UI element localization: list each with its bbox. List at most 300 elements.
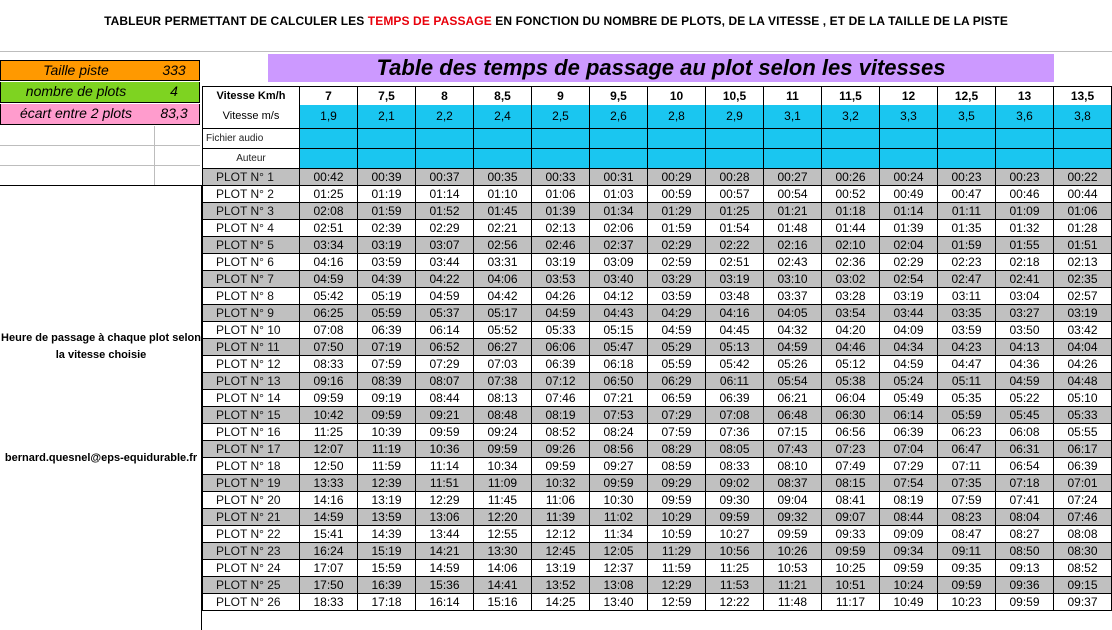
time-cell[interactable]: 11:59	[358, 458, 416, 475]
time-cell[interactable]: 09:59	[416, 424, 474, 441]
time-cell[interactable]: 06:18	[590, 356, 648, 373]
author-cell[interactable]	[1054, 149, 1112, 169]
time-cell[interactable]: 08:19	[532, 407, 590, 424]
time-cell[interactable]: 04:59	[300, 271, 358, 288]
time-cell[interactable]: 08:23	[938, 509, 996, 526]
time-cell[interactable]: 10:59	[648, 526, 706, 543]
time-cell[interactable]: 14:41	[474, 577, 532, 594]
speed-ms-cell[interactable]: 1,9	[300, 105, 358, 129]
time-cell[interactable]: 07:29	[648, 407, 706, 424]
time-cell[interactable]: 12:20	[474, 509, 532, 526]
time-cell[interactable]: 02:29	[416, 220, 474, 237]
time-cell[interactable]: 03:31	[474, 254, 532, 271]
time-cell[interactable]: 03:40	[590, 271, 648, 288]
time-cell[interactable]: 01:54	[706, 220, 764, 237]
time-cell[interactable]: 05:33	[1054, 407, 1112, 424]
author-cell[interactable]	[764, 149, 822, 169]
time-cell[interactable]: 02:36	[822, 254, 880, 271]
time-cell[interactable]: 01:14	[416, 186, 474, 203]
time-cell[interactable]: 04:26	[532, 288, 590, 305]
time-cell[interactable]: 15:16	[474, 594, 532, 611]
time-cell[interactable]: 03:44	[416, 254, 474, 271]
time-cell[interactable]: 07:59	[938, 492, 996, 509]
time-cell[interactable]: 07:23	[822, 441, 880, 458]
speed-kmh-cell[interactable]: 7,5	[358, 87, 416, 105]
time-cell[interactable]: 11:25	[706, 560, 764, 577]
time-cell[interactable]: 15:36	[416, 577, 474, 594]
time-cell[interactable]: 12:22	[706, 594, 764, 611]
time-cell[interactable]: 11:29	[648, 543, 706, 560]
time-cell[interactable]: 07:49	[822, 458, 880, 475]
time-cell[interactable]: 09:02	[706, 475, 764, 492]
time-cell[interactable]: 08:07	[416, 373, 474, 390]
time-cell[interactable]: 05:42	[706, 356, 764, 373]
time-cell[interactable]: 11:45	[474, 492, 532, 509]
time-cell[interactable]: 05:35	[938, 390, 996, 407]
time-cell[interactable]: 06:39	[1054, 458, 1112, 475]
time-cell[interactable]: 08:39	[358, 373, 416, 390]
time-cell[interactable]: 01:35	[938, 220, 996, 237]
time-cell[interactable]: 10:25	[822, 560, 880, 577]
time-cell[interactable]: 07:24	[1054, 492, 1112, 509]
time-cell[interactable]: 04:13	[996, 339, 1054, 356]
speed-ms-cell[interactable]: 3,5	[938, 105, 996, 129]
audio-cell[interactable]	[764, 129, 822, 149]
time-cell[interactable]: 00:42	[300, 169, 358, 186]
speed-ms-cell[interactable]: 2,6	[590, 105, 648, 129]
time-cell[interactable]: 08:52	[1054, 560, 1112, 577]
speed-kmh-cell[interactable]: 11,5	[822, 87, 880, 105]
time-cell[interactable]: 12:07	[300, 441, 358, 458]
audio-cell[interactable]	[706, 129, 764, 149]
time-cell[interactable]: 13:59	[358, 509, 416, 526]
time-cell[interactable]: 03:53	[532, 271, 590, 288]
time-cell[interactable]: 08:29	[648, 441, 706, 458]
time-cell[interactable]: 07:50	[300, 339, 358, 356]
time-cell[interactable]: 14:39	[358, 526, 416, 543]
time-cell[interactable]: 08:44	[416, 390, 474, 407]
time-cell[interactable]: 06:47	[938, 441, 996, 458]
time-cell[interactable]: 07:46	[1054, 509, 1112, 526]
time-cell[interactable]: 08:48	[474, 407, 532, 424]
time-cell[interactable]: 07:41	[996, 492, 1054, 509]
time-cell[interactable]: 05:12	[822, 356, 880, 373]
time-cell[interactable]: 06:21	[764, 390, 822, 407]
author-cell[interactable]	[300, 149, 358, 169]
time-cell[interactable]: 09:13	[996, 560, 1054, 577]
time-cell[interactable]: 01:59	[358, 203, 416, 220]
speed-kmh-cell[interactable]: 13	[996, 87, 1054, 105]
time-cell[interactable]: 09:35	[938, 560, 996, 577]
time-cell[interactable]: 05:26	[764, 356, 822, 373]
time-cell[interactable]: 01:25	[300, 186, 358, 203]
time-cell[interactable]: 09:21	[416, 407, 474, 424]
audio-cell[interactable]	[648, 129, 706, 149]
audio-cell[interactable]	[1054, 129, 1112, 149]
time-cell[interactable]: 09:36	[996, 577, 1054, 594]
time-cell[interactable]: 07:35	[938, 475, 996, 492]
speed-kmh-cell[interactable]: 12	[880, 87, 938, 105]
time-cell[interactable]: 12:55	[474, 526, 532, 543]
time-cell[interactable]: 03:09	[590, 254, 648, 271]
time-cell[interactable]: 17:07	[300, 560, 358, 577]
time-cell[interactable]: 11:48	[764, 594, 822, 611]
time-cell[interactable]: 09:07	[822, 509, 880, 526]
speed-ms-cell[interactable]: 2,9	[706, 105, 764, 129]
time-cell[interactable]: 16:24	[300, 543, 358, 560]
time-cell[interactable]: 01:28	[1054, 220, 1112, 237]
time-cell[interactable]: 15:59	[358, 560, 416, 577]
time-cell[interactable]: 00:39	[358, 169, 416, 186]
param-track-length[interactable]	[0, 60, 200, 81]
audio-cell[interactable]	[474, 129, 532, 149]
time-cell[interactable]: 07:53	[590, 407, 648, 424]
speed-ms-cell[interactable]: 3,6	[996, 105, 1054, 129]
time-cell[interactable]: 03:10	[764, 271, 822, 288]
time-cell[interactable]: 04:59	[764, 339, 822, 356]
time-cell[interactable]: 00:29	[648, 169, 706, 186]
time-cell[interactable]: 10:34	[474, 458, 532, 475]
time-cell[interactable]: 03:04	[996, 288, 1054, 305]
time-cell[interactable]: 10:30	[590, 492, 648, 509]
time-cell[interactable]: 02:29	[880, 254, 938, 271]
time-cell[interactable]: 03:07	[416, 237, 474, 254]
time-cell[interactable]: 09:15	[1054, 577, 1112, 594]
time-cell[interactable]: 12:29	[648, 577, 706, 594]
time-cell[interactable]: 05:17	[474, 305, 532, 322]
time-cell[interactable]: 02:10	[822, 237, 880, 254]
time-cell[interactable]: 02:04	[880, 237, 938, 254]
time-cell[interactable]: 05:33	[532, 322, 590, 339]
time-cell[interactable]: 01:55	[996, 237, 1054, 254]
speed-kmh-cell[interactable]: 12,5	[938, 87, 996, 105]
time-cell[interactable]: 00:35	[474, 169, 532, 186]
time-cell[interactable]: 09:16	[300, 373, 358, 390]
time-cell[interactable]: 01:06	[532, 186, 590, 203]
time-cell[interactable]: 10:36	[416, 441, 474, 458]
time-cell[interactable]: 03:19	[532, 254, 590, 271]
time-cell[interactable]: 07:12	[532, 373, 590, 390]
time-cell[interactable]: 10:56	[706, 543, 764, 560]
time-cell[interactable]: 00:22	[1054, 169, 1112, 186]
time-cell[interactable]: 02:57	[1054, 288, 1112, 305]
time-cell[interactable]: 11:39	[532, 509, 590, 526]
blank-cell-row[interactable]	[0, 146, 200, 166]
time-cell[interactable]: 02:13	[532, 220, 590, 237]
time-cell[interactable]: 14:06	[474, 560, 532, 577]
time-cell[interactable]: 13:40	[590, 594, 648, 611]
time-cell[interactable]: 04:59	[648, 322, 706, 339]
time-cell[interactable]: 07:36	[706, 424, 764, 441]
time-cell[interactable]: 07:03	[474, 356, 532, 373]
time-cell[interactable]: 09:30	[706, 492, 764, 509]
time-cell[interactable]: 04:42	[474, 288, 532, 305]
time-cell[interactable]: 10:42	[300, 407, 358, 424]
time-cell[interactable]: 04:48	[1054, 373, 1112, 390]
time-cell[interactable]: 09:59	[300, 390, 358, 407]
time-cell[interactable]: 09:59	[938, 577, 996, 594]
time-cell[interactable]: 05:13	[706, 339, 764, 356]
time-cell[interactable]: 03:29	[648, 271, 706, 288]
time-cell[interactable]: 14:59	[416, 560, 474, 577]
time-cell[interactable]: 11:53	[706, 577, 764, 594]
speed-ms-cell[interactable]: 3,1	[764, 105, 822, 129]
time-cell[interactable]: 08:13	[474, 390, 532, 407]
speed-ms-cell[interactable]: 3,2	[822, 105, 880, 129]
audio-cell[interactable]	[532, 129, 590, 149]
time-cell[interactable]: 11:59	[648, 560, 706, 577]
time-cell[interactable]: 05:54	[764, 373, 822, 390]
time-cell[interactable]: 04:32	[764, 322, 822, 339]
time-cell[interactable]: 01:39	[532, 203, 590, 220]
time-cell[interactable]: 13:06	[416, 509, 474, 526]
audio-cell[interactable]	[590, 129, 648, 149]
time-cell[interactable]: 05:55	[1054, 424, 1112, 441]
time-cell[interactable]: 05:42	[300, 288, 358, 305]
time-cell[interactable]: 07:21	[590, 390, 648, 407]
time-cell[interactable]: 05:45	[996, 407, 1054, 424]
time-cell[interactable]: 02:43	[764, 254, 822, 271]
time-cell[interactable]: 10:27	[706, 526, 764, 543]
time-cell[interactable]: 00:44	[1054, 186, 1112, 203]
time-cell[interactable]: 07:08	[300, 322, 358, 339]
speed-kmh-cell[interactable]: 8	[416, 87, 474, 105]
author-cell[interactable]	[358, 149, 416, 169]
time-cell[interactable]: 06:39	[532, 356, 590, 373]
time-cell[interactable]: 03:35	[938, 305, 996, 322]
author-cell[interactable]	[590, 149, 648, 169]
time-cell[interactable]: 07:11	[938, 458, 996, 475]
time-cell[interactable]: 12:45	[532, 543, 590, 560]
time-cell[interactable]: 14:21	[416, 543, 474, 560]
time-cell[interactable]: 00:33	[532, 169, 590, 186]
time-cell[interactable]: 00:23	[996, 169, 1054, 186]
time-cell[interactable]: 08:30	[1054, 543, 1112, 560]
time-cell[interactable]: 04:36	[996, 356, 1054, 373]
speed-kmh-cell[interactable]: 10,5	[706, 87, 764, 105]
time-cell[interactable]: 05:59	[358, 305, 416, 322]
time-cell[interactable]: 03:37	[764, 288, 822, 305]
time-cell[interactable]: 01:59	[938, 237, 996, 254]
time-cell[interactable]: 11:21	[764, 577, 822, 594]
time-cell[interactable]: 08:59	[648, 458, 706, 475]
time-cell[interactable]: 04:59	[416, 288, 474, 305]
time-cell[interactable]: 02:35	[1054, 271, 1112, 288]
author-cell[interactable]	[648, 149, 706, 169]
time-cell[interactable]: 02:56	[474, 237, 532, 254]
audio-cell[interactable]	[880, 129, 938, 149]
audio-cell[interactable]	[996, 129, 1054, 149]
time-cell[interactable]: 02:16	[764, 237, 822, 254]
time-cell[interactable]: 08:19	[880, 492, 938, 509]
time-cell[interactable]: 09:32	[764, 509, 822, 526]
time-cell[interactable]: 09:29	[648, 475, 706, 492]
time-cell[interactable]: 08:15	[822, 475, 880, 492]
time-cell[interactable]: 09:59	[996, 594, 1054, 611]
time-cell[interactable]: 05:10	[1054, 390, 1112, 407]
time-cell[interactable]: 05:29	[648, 339, 706, 356]
speed-ms-cell[interactable]: 2,2	[416, 105, 474, 129]
time-cell[interactable]: 09:24	[474, 424, 532, 441]
time-cell[interactable]: 11:09	[474, 475, 532, 492]
time-cell[interactable]: 12:37	[590, 560, 648, 577]
time-cell[interactable]: 09:34	[880, 543, 938, 560]
time-cell[interactable]: 08:10	[764, 458, 822, 475]
time-cell[interactable]: 07:38	[474, 373, 532, 390]
author-cell[interactable]	[706, 149, 764, 169]
time-cell[interactable]: 04:16	[300, 254, 358, 271]
time-cell[interactable]: 01:39	[880, 220, 938, 237]
time-cell[interactable]: 12:12	[532, 526, 590, 543]
time-cell[interactable]: 09:59	[590, 475, 648, 492]
time-cell[interactable]: 05:15	[590, 322, 648, 339]
time-cell[interactable]: 01:21	[764, 203, 822, 220]
time-cell[interactable]: 13:19	[358, 492, 416, 509]
time-cell[interactable]: 04:23	[938, 339, 996, 356]
time-cell[interactable]: 12:05	[590, 543, 648, 560]
time-cell[interactable]: 02:23	[938, 254, 996, 271]
time-cell[interactable]: 04:29	[648, 305, 706, 322]
time-cell[interactable]: 11:06	[532, 492, 590, 509]
time-cell[interactable]: 01:19	[358, 186, 416, 203]
speed-ms-cell[interactable]: 3,3	[880, 105, 938, 129]
time-cell[interactable]: 01:03	[590, 186, 648, 203]
time-cell[interactable]: 03:48	[706, 288, 764, 305]
time-cell[interactable]: 08:52	[532, 424, 590, 441]
time-cell[interactable]: 02:18	[996, 254, 1054, 271]
time-cell[interactable]: 08:04	[996, 509, 1054, 526]
audio-cell[interactable]	[938, 129, 996, 149]
time-cell[interactable]: 04:05	[764, 305, 822, 322]
time-cell[interactable]: 02:08	[300, 203, 358, 220]
time-cell[interactable]: 06:23	[938, 424, 996, 441]
time-cell[interactable]: 05:47	[590, 339, 648, 356]
time-cell[interactable]: 03:19	[358, 237, 416, 254]
time-cell[interactable]: 00:37	[416, 169, 474, 186]
time-cell[interactable]: 03:11	[938, 288, 996, 305]
time-cell[interactable]: 08:05	[706, 441, 764, 458]
time-cell[interactable]: 03:44	[880, 305, 938, 322]
time-cell[interactable]: 12:39	[358, 475, 416, 492]
time-cell[interactable]: 07:43	[764, 441, 822, 458]
time-cell[interactable]: 08:27	[996, 526, 1054, 543]
time-cell[interactable]: 03:27	[996, 305, 1054, 322]
time-cell[interactable]: 00:23	[938, 169, 996, 186]
time-cell[interactable]: 16:14	[416, 594, 474, 611]
time-cell[interactable]: 05:49	[880, 390, 938, 407]
time-cell[interactable]: 04:46	[822, 339, 880, 356]
time-cell[interactable]: 02:51	[706, 254, 764, 271]
time-cell[interactable]: 14:16	[300, 492, 358, 509]
time-cell[interactable]: 01:10	[474, 186, 532, 203]
time-cell[interactable]: 00:52	[822, 186, 880, 203]
time-cell[interactable]: 05:24	[880, 373, 938, 390]
author-cell[interactable]	[996, 149, 1054, 169]
time-cell[interactable]: 00:27	[764, 169, 822, 186]
track-length-value[interactable]: 333	[162, 62, 186, 78]
time-cell[interactable]: 10:26	[764, 543, 822, 560]
time-cell[interactable]: 03:54	[822, 305, 880, 322]
time-cell[interactable]: 01:25	[706, 203, 764, 220]
time-cell[interactable]: 16:39	[358, 577, 416, 594]
time-cell[interactable]: 08:33	[300, 356, 358, 373]
audio-cell[interactable]	[300, 129, 358, 149]
time-cell[interactable]: 17:18	[358, 594, 416, 611]
time-cell[interactable]: 07:29	[416, 356, 474, 373]
time-cell[interactable]: 09:59	[358, 407, 416, 424]
time-cell[interactable]: 05:38	[822, 373, 880, 390]
time-cell[interactable]: 00:54	[764, 186, 822, 203]
time-cell[interactable]: 01:44	[822, 220, 880, 237]
time-cell[interactable]: 12:29	[416, 492, 474, 509]
time-cell[interactable]: 13:44	[416, 526, 474, 543]
time-cell[interactable]: 00:46	[996, 186, 1054, 203]
speed-ms-cell[interactable]: 2,1	[358, 105, 416, 129]
time-cell[interactable]: 08:33	[706, 458, 764, 475]
time-cell[interactable]: 07:01	[1054, 475, 1112, 492]
speed-ms-cell[interactable]: 2,8	[648, 105, 706, 129]
time-cell[interactable]: 00:31	[590, 169, 648, 186]
time-cell[interactable]: 09:09	[880, 526, 938, 543]
speed-ms-cell[interactable]: 2,5	[532, 105, 590, 129]
time-cell[interactable]: 00:57	[706, 186, 764, 203]
speed-kmh-cell[interactable]: 8,5	[474, 87, 532, 105]
time-cell[interactable]: 05:59	[938, 407, 996, 424]
time-cell[interactable]: 10:24	[880, 577, 938, 594]
time-cell[interactable]: 10:53	[764, 560, 822, 577]
time-cell[interactable]: 06:39	[358, 322, 416, 339]
time-cell[interactable]: 02:29	[648, 237, 706, 254]
time-cell[interactable]: 02:51	[300, 220, 358, 237]
time-cell[interactable]: 06:48	[764, 407, 822, 424]
time-cell[interactable]: 03:28	[822, 288, 880, 305]
time-cell[interactable]: 04:43	[590, 305, 648, 322]
time-cell[interactable]: 08:56	[590, 441, 648, 458]
time-cell[interactable]: 00:59	[648, 186, 706, 203]
time-cell[interactable]: 02:22	[706, 237, 764, 254]
speed-kmh-cell[interactable]: 10	[648, 87, 706, 105]
time-cell[interactable]: 08:47	[938, 526, 996, 543]
time-cell[interactable]: 06:06	[532, 339, 590, 356]
time-cell[interactable]: 02:39	[358, 220, 416, 237]
time-cell[interactable]: 17:50	[300, 577, 358, 594]
time-cell[interactable]: 09:11	[938, 543, 996, 560]
time-cell[interactable]: 05:59	[648, 356, 706, 373]
time-cell[interactable]: 06:14	[416, 322, 474, 339]
time-cell[interactable]: 13:33	[300, 475, 358, 492]
time-cell[interactable]: 08:08	[1054, 526, 1112, 543]
time-cell[interactable]: 02:06	[590, 220, 648, 237]
time-cell[interactable]: 02:41	[996, 271, 1054, 288]
audio-cell[interactable]	[358, 129, 416, 149]
time-cell[interactable]: 05:52	[474, 322, 532, 339]
time-cell[interactable]: 09:59	[648, 492, 706, 509]
time-cell[interactable]: 10:51	[822, 577, 880, 594]
time-cell[interactable]: 06:17	[1054, 441, 1112, 458]
time-cell[interactable]: 11:25	[300, 424, 358, 441]
time-cell[interactable]: 06:29	[648, 373, 706, 390]
time-cell[interactable]: 04:06	[474, 271, 532, 288]
author-cell[interactable]	[532, 149, 590, 169]
time-cell[interactable]: 14:59	[300, 509, 358, 526]
time-cell[interactable]: 13:30	[474, 543, 532, 560]
time-cell[interactable]: 03:34	[300, 237, 358, 254]
time-cell[interactable]: 09:59	[880, 560, 938, 577]
time-cell[interactable]: 06:50	[590, 373, 648, 390]
time-cell[interactable]: 04:59	[996, 373, 1054, 390]
time-cell[interactable]: 00:49	[880, 186, 938, 203]
time-cell[interactable]: 02:46	[532, 237, 590, 254]
